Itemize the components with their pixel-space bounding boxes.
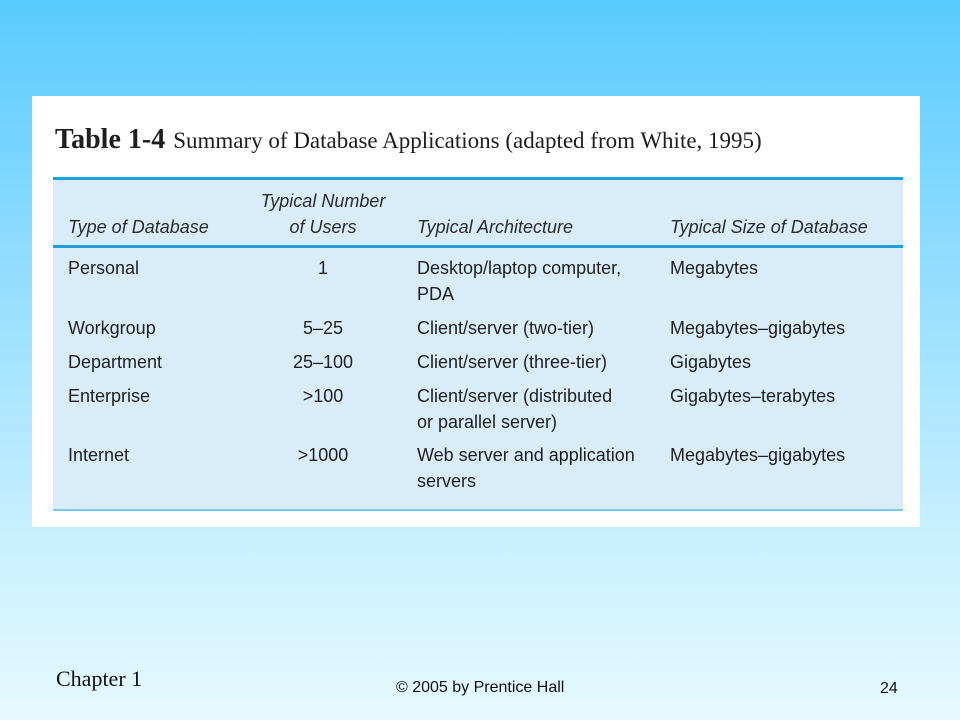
table-caption: Summary of Database Applications (adapted from White, 1995)	[173, 128, 762, 153]
row-internet-users: >1000	[297, 445, 349, 465]
header-users-line2: of Users	[289, 217, 357, 237]
row-department-type: Department	[68, 352, 163, 372]
row-workgroup-architecture: Client/server (two-tier)	[417, 318, 595, 338]
row-personal-size: Megabytes	[670, 258, 759, 278]
row-internet-size: Megabytes–gigabytes	[670, 445, 846, 465]
row-enterprise-architecture-line1: Client/server (distributed	[417, 386, 613, 406]
row-personal-users: 1	[317, 258, 328, 278]
footer-page-number: 24	[880, 680, 898, 697]
header-typical-architecture: Typical Architecture	[417, 217, 574, 237]
database-applications-table	[53, 177, 903, 511]
header-type-of-database: Type of Database	[68, 217, 209, 237]
table-number: Table 1-4	[55, 124, 166, 155]
row-enterprise-type: Enterprise	[68, 386, 151, 406]
row-personal-type: Personal	[68, 258, 140, 278]
table-figure	[32, 96, 920, 527]
footer-copyright: © 2005 by Prentice Hall	[396, 679, 565, 696]
row-department-size: Gigabytes	[670, 352, 752, 372]
header-typical-size: Typical Size of Database	[670, 217, 868, 237]
row-enterprise-architecture-line2: or parallel server)	[417, 412, 558, 432]
row-enterprise-size: Gigabytes–terabytes	[670, 386, 836, 406]
table-title	[55, 124, 762, 156]
row-internet-architecture-line2: servers	[417, 471, 477, 491]
row-personal-architecture-line1: Desktop/laptop computer,	[417, 258, 622, 278]
footer-chapter: Chapter 1	[56, 666, 143, 691]
header-divider	[53, 245, 903, 248]
row-internet-type: Internet	[68, 445, 130, 465]
row-department-architecture: Client/server (three-tier)	[417, 352, 608, 372]
row-personal-architecture-line2: PDA	[417, 284, 455, 304]
header-users-line1: Typical Number	[260, 191, 386, 211]
row-internet-architecture-line1: Web server and application	[417, 445, 635, 465]
row-enterprise-users: >100	[302, 386, 344, 406]
row-workgroup-type: Workgroup	[68, 318, 156, 338]
row-workgroup-users: 5–25	[302, 318, 344, 338]
row-department-users: 25–100	[292, 352, 354, 372]
row-workgroup-size: Megabytes–gigabytes	[670, 318, 846, 338]
